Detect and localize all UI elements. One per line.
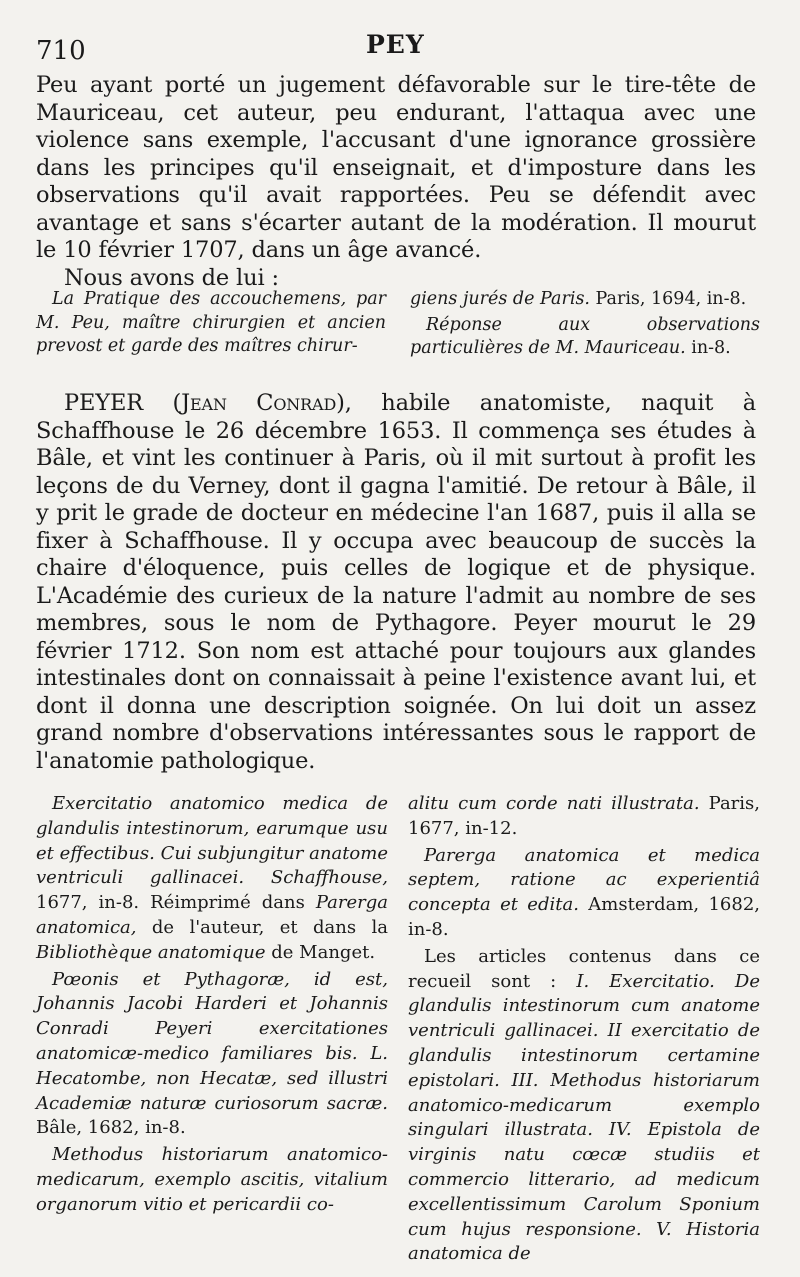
bibliography-item-continued (410, 288, 760, 312)
peu-bibliography-right-column (410, 288, 760, 361)
peyer-bibliography (36, 792, 760, 1267)
bibliography-item (36, 968, 388, 1142)
work-title: Pœonis et Pythagoræ, id est, Johannis Jacobi Harderi et Johannis Conradi Peyeri exercitationes anatomicæ-medico familiares bis. L. Hecatombe, non Hecatæ, sed illustri Academiæ naturæ curiosorum sacræ. (36, 968, 388, 1114)
work-title: Parerga anatomica, (36, 892, 388, 938)
work-title: giens jurés de Paris. (410, 289, 590, 309)
entry-peyer (36, 390, 756, 775)
entry-peu (36, 72, 756, 292)
work-title: alitu cum corde nati illustrata. (408, 793, 700, 814)
imprint: Paris, 1677, in-12. (408, 793, 760, 839)
work-title: Parerga anatomica et medica septem, ratione ac experientiâ concepta et edita. (408, 844, 760, 916)
entry-body: , habile anatomiste, naquit à Schaffhouse le 26 décembre 1653. Il commença ses études à Bâle, et vint les continuer à Paris, où il mit surtout à profit les leçons de du Verney, dont il gagna l'amitié. De retour à Bâle, il y prit le grade de docteur en médecine l'an 1687, puis il alla se fixer à Schaffhouse. Il y occupa avec beaucoup de succès la chaire d'éloquence, puis celles de logique et de physique. L'Académie des curieux de la nature l'admit au nombre de ses membres, sous le nom de Pythagore. Peyer mourut le 29 février 1712. Son nom est attaché pour toujours aux glandes intestinales dont on connaissait à peine l'existence avant lui, et dont il donna une description soignée. On lui doit un assez grand nombre d'observations intéressantes sous le rapport de l'anatomie pathologique. (36, 390, 756, 774)
bibliography-item (410, 314, 760, 361)
bibliography-item (408, 844, 760, 943)
imprint: Paris, 1694, in-8. (589, 289, 747, 309)
works-intro: Nous avons de lui : (64, 264, 279, 291)
bibliography-item (36, 1143, 388, 1217)
work-title: I. Exercitatio. De glandulis intestinorum cum anatome ventriculi gallinacei. II exercitatio de glandulis intestinorum certamine epistolari. III. Methodus historiarum anatomico-medicarum exemplo singulari illustrata. IV. Epistola de virginis natu cœcæ studiis et commercio litterario, ad medicum excellentissimum Carolum Sponium cum hujus responsione. V. Historia anatomica de (408, 970, 760, 1265)
entry-peyer-text: PEYER (Jean Conrad), habile anatomiste, naquit à Schaffhouse le 26 décembre 1653. Il commença ses études à Bâle, et vint les continuer à Paris, où il mit surtout à profit les leçons de du Verney, dont il gagna l'amitié. De retour à Bâle, il y prit le grade de docteur en médecine l'an 1687, puis il alla se fixer à Schaffhouse. Il y occupa avec beaucoup de succès la chaire d'éloquence, puis celles de logique et de physique. L'Académie des curieux de la nature l'admit au nombre de ses membres, sous le nom de Pythagore. Peyer mourut le 29 février 1712. Son nom est attaché pour toujours aux glandes intestinales dont on connaissait à peine l'existence avant lui, et dont il donna une description soignée. On lui doit un assez grand nombre d'observations intéressantes sous le rapport de l'anatomie pathologique. (36, 390, 756, 774)
note-text: de l'auteur, et dans la (136, 916, 388, 938)
entry-headword: PEYER (64, 390, 144, 416)
entry-given-name: Jean Conrad (181, 390, 337, 416)
peu-bibliography-left-column (36, 288, 386, 361)
page-header (36, 26, 760, 66)
work-title: Bibliothèque anatomique (36, 941, 266, 963)
bibliography-item (36, 792, 388, 966)
work-title: Methodus historiarum anatomico-medicarum, exemplo ascitis, vitalium organorum vitio et pericardii co- (36, 1144, 388, 1215)
running-head: PEY (366, 30, 425, 59)
bibliography-item-continued (408, 792, 760, 842)
note-text: de Manget. (265, 941, 376, 963)
peu-bibliography (36, 288, 760, 361)
peyer-bibliography-right-column (408, 792, 760, 1267)
imprint: Amsterdam, 1682, in-8. (408, 894, 760, 940)
page-number: 710 (36, 36, 86, 66)
imprint: in-8. (685, 338, 731, 358)
entry-peu-text: Peu ayant porté un jugement défavorable sur le tire-tête de Mauriceau, cet auteur, peu endurant, l'attaqua avec une violence sans exemple, l'accusant d'une ignorance grossière dans les principes qu'il enseignait, et d'imposture dans les observations qu'il avait rapportées. Peu se défendit avec avantage et sans s'écarter autant de la modération. Il mourut le 10 février 1707, dans un âge avancé. (36, 72, 756, 263)
note-text: Les articles contenus dans ce recueil sont : (408, 945, 760, 992)
peyer-bibliography-left-column (36, 792, 388, 1267)
bibliography-item (36, 288, 386, 359)
work-title: Exercitatio anatomico medica de glandulis intestinorum, earumque usu et effectibus. Cui subjungitur anatome ventriculi gallinacei. Schaffhouse, (36, 793, 388, 889)
imprint: 1677, in-8. Réimprimé dans (36, 892, 316, 914)
work-title: Réponse aux observations particulières de M. Mauriceau. (410, 314, 760, 358)
bibliography-item (408, 945, 760, 1267)
work-title: La Pratique des accouchemens, par M. Peu, maître chirurgien et ancien prevost et garde des maîtres chirur- (36, 289, 386, 356)
imprint: Bâle, 1682, in-8. (36, 1117, 186, 1139)
